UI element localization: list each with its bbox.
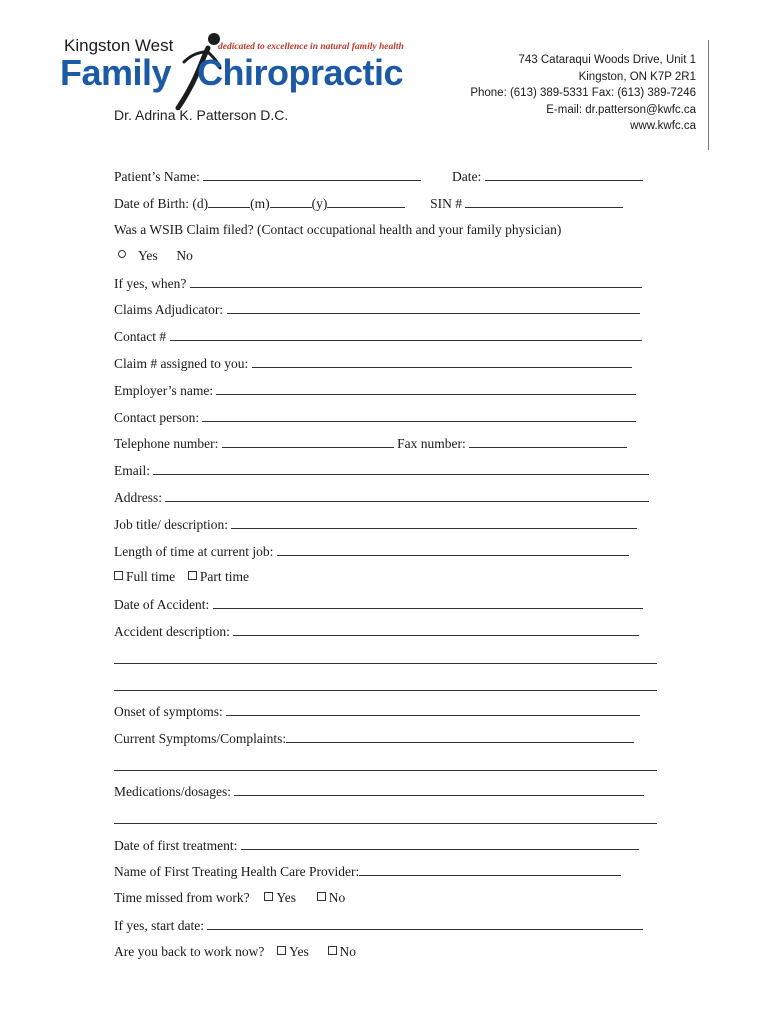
length-time-field[interactable]: [277, 543, 629, 556]
dob-label: Date of Birth: (d): [114, 196, 209, 211]
doctor-name: Dr. Adrina K. Patterson D.C.: [114, 107, 289, 123]
job-title-label: Job title/ description:: [114, 517, 228, 532]
claims-adjudicator-field[interactable]: [227, 301, 640, 314]
claims-adjudicator-label: Claims Adjudicator:: [114, 302, 224, 317]
date-field[interactable]: [485, 168, 643, 181]
row-employer-name: [114, 382, 636, 399]
row-email: [114, 462, 649, 479]
dob-month-label: (m): [250, 196, 270, 211]
row-contact-number: [114, 328, 642, 345]
sin-field[interactable]: [465, 195, 623, 208]
back-to-work-yes-checkbox[interactable]: [277, 946, 286, 955]
row-back-to-work: [114, 944, 356, 960]
time-missed-yes-checkbox[interactable]: [264, 892, 273, 901]
time-missed-yes-label: Yes: [276, 890, 297, 905]
address-label: Address:: [114, 490, 162, 505]
row-claims-adjudicator: [114, 301, 640, 318]
part-time-checkbox[interactable]: [188, 571, 197, 580]
if-yes-when-field[interactable]: [190, 275, 642, 288]
date-label: Date:: [451, 169, 482, 184]
address-line: 743 Cataraqui Woods Drive, Unit 1: [518, 54, 696, 66]
first-provider-field[interactable]: [359, 863, 621, 876]
fax-label: Fax number:: [397, 436, 466, 451]
medications-label: Medications/dosages:: [114, 784, 231, 799]
medications-line-2[interactable]: [114, 823, 657, 824]
row-date-accident: [114, 596, 643, 613]
row-claim-assigned: [114, 355, 632, 372]
onset-label: Onset of symptoms:: [114, 704, 223, 719]
dob-year-label: (y): [311, 196, 328, 211]
patient-name-label: Patient’s Name:: [114, 169, 200, 184]
dob-day-field[interactable]: [208, 195, 250, 208]
row-current-symptoms: [114, 730, 634, 747]
accident-description-label: Accident description:: [114, 624, 230, 639]
start-date-label: If yes, start date:: [114, 918, 204, 933]
back-to-work-yes-label: Yes: [289, 944, 309, 959]
contact-number-label: Contact #: [114, 329, 167, 344]
row-wsib-options: [118, 248, 193, 264]
row-start-date: [114, 917, 643, 934]
telephone-field[interactable]: [222, 435, 394, 448]
row-accident-description: [114, 623, 639, 640]
accident-description-field[interactable]: [233, 623, 639, 636]
clinic-logo: [60, 30, 404, 110]
contact-person-label: Contact person:: [114, 410, 200, 425]
date-first-treatment-label: Date of first treatment:: [114, 838, 238, 853]
job-title-field[interactable]: [231, 516, 637, 529]
dob-year-field[interactable]: [327, 195, 405, 208]
email-label: Email:: [114, 463, 150, 478]
logo-tagline: dedicated to excellence in natural family health: [218, 42, 404, 52]
no-label: No: [176, 248, 193, 263]
yes-radio[interactable]: [118, 250, 126, 258]
address-line: Phone: (613) 389-5331 Fax: (613) 389-7246: [470, 87, 696, 100]
time-missed-no-checkbox[interactable]: [317, 892, 326, 901]
row-address: [114, 489, 649, 506]
logo-family-text: Family: [60, 52, 172, 93]
start-date-field[interactable]: [207, 917, 643, 930]
employer-name-label: Employer’s name:: [114, 383, 214, 398]
contact-number-field[interactable]: [170, 328, 642, 341]
claim-assigned-label: Claim # assigned to you:: [114, 356, 249, 371]
dob-month-field[interactable]: [270, 195, 312, 208]
first-provider-label: Name of First Treating Health Care Provider:: [114, 864, 360, 879]
current-symptoms-label: Current Symptoms/Complaints:: [114, 731, 287, 746]
row-telephone-fax: [114, 435, 627, 452]
telephone-label: Telephone number:: [114, 436, 219, 451]
length-time-label: Length of time at current job:: [114, 544, 274, 559]
address-line: E-mail: dr.patterson@kwfc.ca: [546, 103, 696, 116]
row-time-missed: [114, 890, 345, 906]
row-onset: [114, 703, 640, 720]
claim-assigned-field[interactable]: [252, 355, 632, 368]
time-missed-label: Time missed from work?: [114, 890, 250, 905]
address-field[interactable]: [165, 489, 649, 502]
back-to-work-no-label: No: [339, 944, 356, 959]
row-date-first-treatment: [114, 837, 639, 854]
row-medications: [114, 783, 644, 800]
back-to-work-label: Are you back to work now?: [114, 944, 265, 959]
row-length-time: [114, 543, 629, 560]
date-accident-field[interactable]: [213, 596, 643, 609]
back-to-work-no-checkbox[interactable]: [328, 946, 337, 955]
date-accident-label: Date of Accident:: [114, 597, 210, 612]
part-time-label: Part time: [199, 569, 250, 584]
full-time-checkbox[interactable]: [114, 571, 123, 580]
medications-field[interactable]: [234, 783, 644, 796]
row-employment-type: [114, 569, 249, 585]
email-field[interactable]: [153, 462, 649, 475]
row-contact-person: [114, 409, 636, 426]
wsib-question: Was a WSIB Claim filed? (Contact occupational health and your family physician): [114, 222, 562, 237]
accident-description-line-2[interactable]: [114, 663, 657, 664]
contact-person-field[interactable]: [202, 409, 636, 422]
accident-description-line-3[interactable]: [114, 690, 657, 691]
fax-field[interactable]: [469, 435, 627, 448]
row-patient-name: [114, 168, 643, 185]
logo-chiropractic-text: Chiropractic: [197, 52, 404, 93]
yes-label: Yes: [138, 248, 158, 263]
logo-top-text: Kingston West: [64, 36, 174, 55]
header-divider: [708, 40, 709, 150]
onset-field[interactable]: [226, 703, 640, 716]
row-first-provider: [114, 863, 621, 880]
full-time-label: Full time: [126, 569, 176, 584]
address-line: Kingston, ON K7P 2R1: [578, 70, 696, 83]
clinic-address: [470, 52, 696, 135]
patient-name-field[interactable]: [203, 168, 421, 181]
address-line: www.kwfc.ca: [630, 120, 696, 133]
row-dob: [114, 195, 623, 212]
current-symptoms-field[interactable]: [286, 730, 634, 743]
employer-name-field[interactable]: [216, 382, 636, 395]
row-if-yes-when: [114, 275, 642, 292]
date-first-treatment-field[interactable]: [241, 837, 639, 850]
row-job-title: [114, 516, 637, 533]
if-yes-when-label: If yes, when?: [114, 276, 187, 291]
time-missed-no-label: No: [328, 890, 346, 905]
sin-label: SIN #: [430, 196, 462, 211]
current-symptoms-line-2[interactable]: [114, 770, 657, 771]
